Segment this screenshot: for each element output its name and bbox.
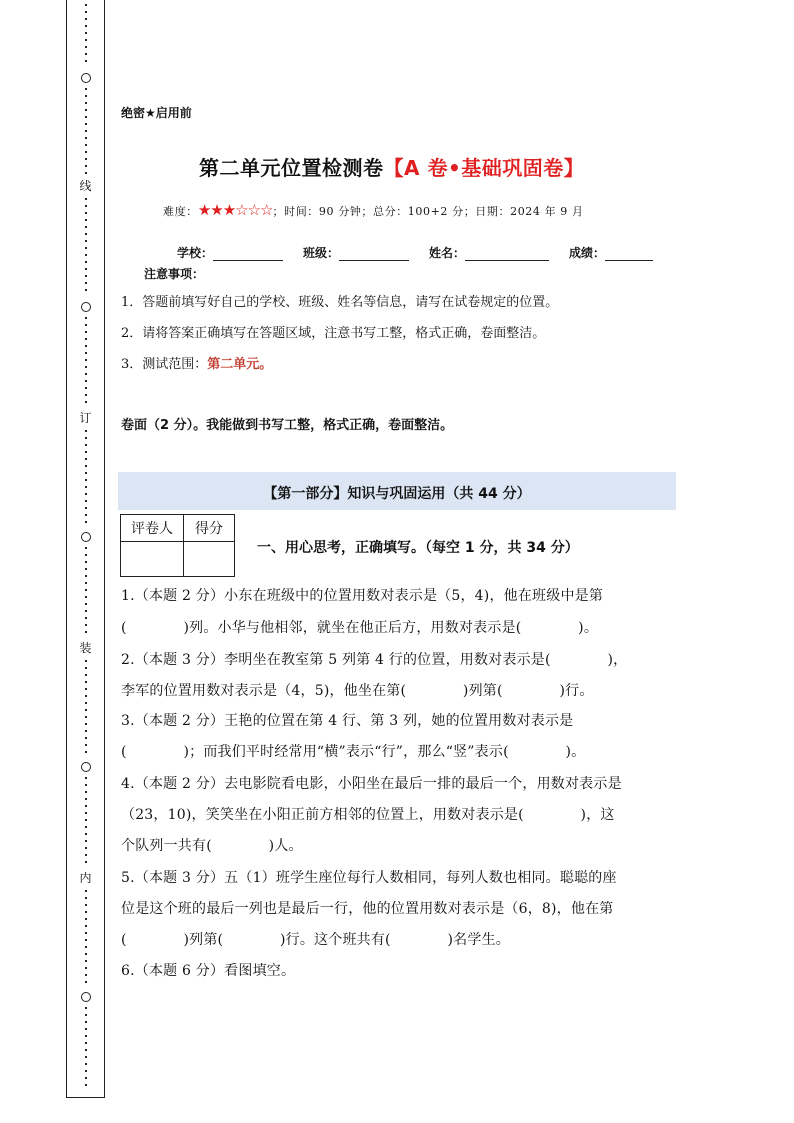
guide-dot xyxy=(85,784,87,786)
guide-dot xyxy=(85,254,87,256)
guide-dot xyxy=(85,631,87,633)
guide-dot xyxy=(85,102,87,104)
guide-dot xyxy=(85,324,87,326)
score-header: 得分 xyxy=(184,515,235,542)
exam-title-main: 第二单元位置检测卷 xyxy=(199,156,384,180)
guide-dot xyxy=(85,380,87,382)
guide-dot xyxy=(85,897,87,899)
guide-dot xyxy=(85,116,87,118)
guide-dot xyxy=(85,589,87,591)
dotted-guide xyxy=(85,660,87,758)
guide-dot xyxy=(85,32,87,34)
student-info-row xyxy=(177,244,653,261)
dotted-guide xyxy=(85,430,87,528)
guide-dot xyxy=(85,939,87,941)
question-6: 6.（本题 6 分）看图填空。 xyxy=(121,963,296,979)
guide-dot xyxy=(85,4,87,6)
guide-dot xyxy=(85,11,87,13)
guide-dot xyxy=(85,751,87,753)
guide-dot xyxy=(85,359,87,361)
guide-dot xyxy=(85,730,87,732)
score-label: 成绩： xyxy=(569,246,606,260)
binding-circle xyxy=(81,532,91,542)
binding-circle xyxy=(81,302,91,312)
guide-dot xyxy=(85,1021,87,1023)
guide-dot xyxy=(85,373,87,375)
section-one-heading: 一、用心思考，正确填写。（每空 1 分，共 34 分） xyxy=(257,540,579,556)
guide-dot xyxy=(85,1042,87,1044)
question-3-line-1: 3.（本题 2 分）王艳的位置在第 4 行、第 3 列，她的位置用数对表示是 xyxy=(121,713,574,729)
guide-dot xyxy=(85,798,87,800)
guide-dot xyxy=(85,624,87,626)
question-4-line-2: （23，10)，笑笑坐在小阳正前方相邻的位置上，用数对表示是( )，这 xyxy=(121,807,615,823)
note-item-3-label: 3．测试范围： xyxy=(121,357,208,372)
guide-dot xyxy=(85,681,87,683)
guide-dot xyxy=(85,967,87,969)
guide-dot xyxy=(85,575,87,577)
guide-dot xyxy=(85,1063,87,1065)
guide-dot xyxy=(85,137,87,139)
guide-dot xyxy=(85,151,87,153)
guide-dot xyxy=(85,472,87,474)
guide-dot xyxy=(85,1049,87,1051)
guide-dot xyxy=(85,130,87,132)
guide-dot xyxy=(85,777,87,779)
guide-dot xyxy=(85,1077,87,1079)
guide-dot xyxy=(85,890,87,892)
score-cell[interactable] xyxy=(184,542,235,577)
guide-dot xyxy=(85,1070,87,1072)
guide-dot xyxy=(85,674,87,676)
guide-dot xyxy=(85,387,87,389)
guide-dot xyxy=(85,561,87,563)
guide-dot xyxy=(85,437,87,439)
binding-circle xyxy=(81,73,91,83)
guide-dot xyxy=(85,261,87,263)
guide-dot xyxy=(85,88,87,90)
binding-char: 订 xyxy=(79,411,92,425)
guide-dot xyxy=(85,514,87,516)
exam-meta-details: ；时间：90 分钟；总分：100+2 分；日期：2024 年 9 月 xyxy=(272,205,584,218)
binding-circle xyxy=(81,992,91,1002)
dotted-guide xyxy=(85,88,87,179)
guide-dot xyxy=(85,826,87,828)
guide-dot xyxy=(85,918,87,920)
question-2-line-2: 李军的位置用数对表示是（4，5)，他坐在第( )列第( )行。 xyxy=(121,683,594,699)
guide-dot xyxy=(85,596,87,598)
guide-dot xyxy=(85,660,87,662)
guide-dot xyxy=(85,847,87,849)
guide-dot xyxy=(85,1035,87,1037)
guide-dot xyxy=(85,458,87,460)
question-4-line-1: 4.（本题 2 分）去电影院看电影，小阳坐在最后一排的最后一个，用数对表示是 xyxy=(121,776,622,792)
note-item-3-scope: 第二单元。 xyxy=(207,357,273,372)
guide-dot xyxy=(85,158,87,160)
guide-dot xyxy=(85,960,87,962)
note-item-3 xyxy=(121,353,272,372)
guide-dot xyxy=(85,18,87,20)
guide-dot xyxy=(85,932,87,934)
name-field[interactable] xyxy=(465,248,549,261)
guide-dot xyxy=(85,568,87,570)
guide-dot xyxy=(85,275,87,277)
guide-dot xyxy=(85,366,87,368)
guide-dot xyxy=(85,345,87,347)
guide-dot xyxy=(85,430,87,432)
guide-dot xyxy=(85,1014,87,1016)
question-2-line-1: 2.（本题 3 分）李明坐在教室第 5 列第 4 行的位置，用数对表示是( )， xyxy=(121,652,628,668)
notes-title: 注意事项： xyxy=(144,267,205,281)
question-4-line-3: 个队列一共有( )人。 xyxy=(121,838,303,854)
note-item-1: 1．答题前填写好自己的学校、班级、姓名等信息，请写在试卷规定的位置。 xyxy=(121,295,559,310)
guide-dot xyxy=(85,833,87,835)
guide-dot xyxy=(85,317,87,319)
score-field[interactable] xyxy=(605,248,653,261)
name-label: 姓名： xyxy=(429,246,466,260)
question-3-line-2: ( )；而我们平时经常用“横”表示“行”，那么“竖”表示( )。 xyxy=(121,744,586,760)
guide-dot xyxy=(85,95,87,97)
guide-dot xyxy=(85,282,87,284)
question-1-line-2: ( )列。小华与他相邻，就坐在他正后方，用数对表示是( )。 xyxy=(121,620,599,636)
guide-dot xyxy=(85,500,87,502)
guide-dot xyxy=(85,582,87,584)
class-field[interactable] xyxy=(339,248,409,261)
guide-dot xyxy=(85,172,87,174)
guide-dot xyxy=(85,805,87,807)
guide-dot xyxy=(85,861,87,863)
exam-meta xyxy=(163,201,584,219)
guide-dot xyxy=(85,854,87,856)
guide-dot xyxy=(85,1028,87,1030)
guide-dot xyxy=(85,603,87,605)
guide-dot xyxy=(85,688,87,690)
guide-dot xyxy=(85,493,87,495)
exam-title xyxy=(199,152,584,181)
guide-dot xyxy=(85,352,87,354)
guide-dot xyxy=(85,25,87,27)
guide-dot xyxy=(85,981,87,983)
guide-dot xyxy=(85,53,87,55)
dotted-guide xyxy=(85,1007,87,1091)
guide-dot xyxy=(85,331,87,333)
binding-marks xyxy=(67,0,104,1097)
guide-dot xyxy=(85,289,87,291)
guide-dot xyxy=(85,212,87,214)
guide-dot xyxy=(85,226,87,228)
guide-dot xyxy=(85,240,87,242)
guide-dot xyxy=(85,338,87,340)
guide-dot xyxy=(85,247,87,249)
guide-dot xyxy=(85,840,87,842)
guide-dot xyxy=(85,198,87,200)
guide-dot xyxy=(85,925,87,927)
guide-dot xyxy=(85,709,87,711)
guide-dot xyxy=(85,695,87,697)
guide-dot xyxy=(85,702,87,704)
dotted-guide xyxy=(85,198,87,296)
binding-char: 内 xyxy=(79,871,92,885)
guide-dot xyxy=(85,109,87,111)
guide-dot xyxy=(85,737,87,739)
question-5-line-2: 位是这个班的最后一列也是最后一行，他的位置用数对表示是（6，8)，他在第 xyxy=(121,901,614,917)
guide-dot xyxy=(85,617,87,619)
note-item-2: 2．请将答案正确填写在答题区域，注意书写工整，格式正确，卷面整洁。 xyxy=(121,326,546,341)
question-5-line-3: ( )列第( )行。这个班共有( )名学生。 xyxy=(121,932,510,948)
binding-circle xyxy=(81,762,91,772)
dotted-guide xyxy=(85,317,87,408)
guide-dot xyxy=(85,401,87,403)
guide-dot xyxy=(85,60,87,62)
guide-dot xyxy=(85,205,87,207)
dotted-guide xyxy=(85,777,87,868)
guide-dot xyxy=(85,1056,87,1058)
guide-dot xyxy=(85,486,87,488)
dotted-guide xyxy=(85,4,87,67)
guide-dot xyxy=(85,507,87,509)
question-5-line-1: 5.（本题 3 分）五（1）班学生座位每行人数相同，每列人数也相同。聪聪的座 xyxy=(121,870,617,886)
guide-dot xyxy=(85,165,87,167)
exam-title-tag: 【A 卷•基础巩固卷】 xyxy=(383,156,585,180)
dotted-guide xyxy=(85,890,87,988)
guide-dot xyxy=(85,547,87,549)
guide-dot xyxy=(85,716,87,718)
guide-dot xyxy=(85,812,87,814)
guide-dot xyxy=(85,974,87,976)
guide-dot xyxy=(85,1007,87,1009)
grader-header: 评卷人 xyxy=(121,515,184,542)
guide-dot xyxy=(85,233,87,235)
guide-dot xyxy=(85,610,87,612)
guide-dot xyxy=(85,465,87,467)
guide-dot xyxy=(85,394,87,396)
guide-dot xyxy=(85,791,87,793)
binding-char: 线 xyxy=(79,179,92,193)
guide-dot xyxy=(85,1084,87,1086)
guide-dot xyxy=(85,904,87,906)
guide-dot xyxy=(85,268,87,270)
neatness-statement: 卷面（2 分）。我能做到书写工整，格式正确，卷面整洁。 xyxy=(121,418,454,433)
school-label: 学校： xyxy=(177,246,214,260)
guide-dot xyxy=(85,479,87,481)
guide-dot xyxy=(85,946,87,948)
guide-dot xyxy=(85,744,87,746)
secret-label: 绝密★启用前 xyxy=(121,106,192,120)
guide-dot xyxy=(85,554,87,556)
guide-dot xyxy=(85,521,87,523)
guide-dot xyxy=(85,723,87,725)
class-label: 班级： xyxy=(303,246,340,260)
guide-dot xyxy=(85,953,87,955)
dotted-guide xyxy=(85,547,87,638)
part-one-title: 【第一部分】知识与巩固运用（共 44 分） xyxy=(263,486,531,502)
guide-dot xyxy=(85,911,87,913)
grader-cell[interactable] xyxy=(121,542,184,577)
school-field[interactable] xyxy=(213,248,283,261)
guide-dot xyxy=(85,46,87,48)
guide-dot xyxy=(85,219,87,221)
guide-dot xyxy=(85,123,87,125)
grader-score-table xyxy=(120,514,235,577)
guide-dot xyxy=(85,451,87,453)
difficulty-stars: ★★★☆☆☆ xyxy=(197,201,273,219)
guide-dot xyxy=(85,144,87,146)
guide-dot xyxy=(85,444,87,446)
guide-dot xyxy=(85,39,87,41)
guide-dot xyxy=(85,819,87,821)
question-1-line-1: 1.（本题 2 分）小东在班级中的位置用数对表示是（5，4)，他在班级中是第 xyxy=(121,588,604,604)
guide-dot xyxy=(85,667,87,669)
binding-char: 装 xyxy=(79,641,92,655)
difficulty-label: 难度： xyxy=(163,205,198,218)
part-one-banner xyxy=(118,472,676,510)
binding-margin xyxy=(66,0,105,1098)
